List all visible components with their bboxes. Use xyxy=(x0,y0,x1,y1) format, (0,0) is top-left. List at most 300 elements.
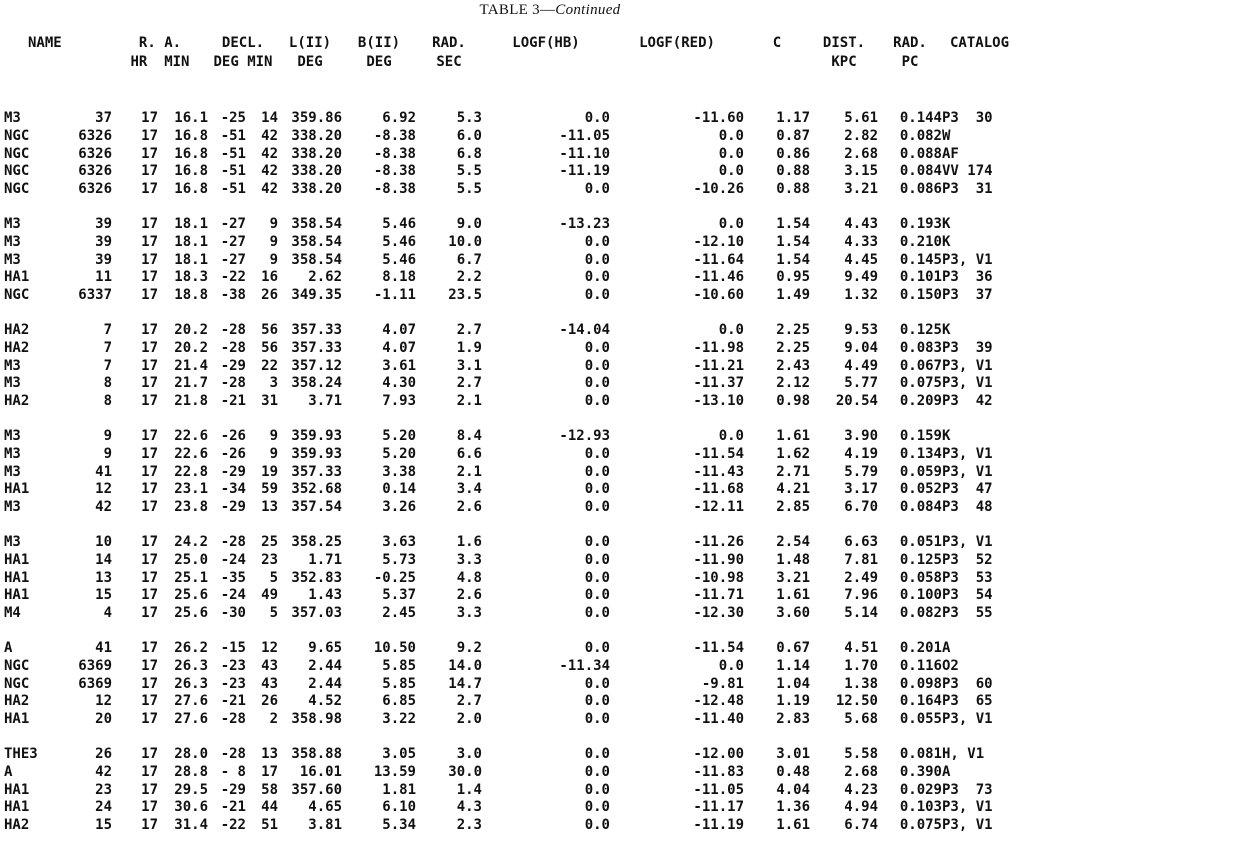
cell-rad: 6.6 xyxy=(456,445,482,462)
col-header-dist: DIST. KPC xyxy=(822,35,866,70)
cell-decmin: 42 xyxy=(261,145,278,162)
cell-c: 1.48 xyxy=(776,551,810,568)
cell-min: 23.1 xyxy=(174,481,208,498)
cell-hr: 17 xyxy=(141,481,158,498)
cell-dist: 3.90 xyxy=(844,427,878,444)
cell-num: 15 xyxy=(95,817,112,834)
cell-b: 5.37 xyxy=(382,587,416,604)
cell-radpc: 0.100 xyxy=(899,587,942,604)
cell-l: 358.25 xyxy=(291,533,342,550)
table-row xyxy=(4,428,1132,446)
cell-name: M3 xyxy=(4,533,21,550)
caption-continued: Continued xyxy=(555,2,621,18)
cell-c: 1.14 xyxy=(776,657,810,674)
cell-decdeg: -28 xyxy=(220,533,246,550)
cell-num: 26 xyxy=(95,745,112,762)
cell-l: 357.33 xyxy=(291,463,342,480)
cell-rad: 14.7 xyxy=(448,675,482,692)
cell-c: 3.01 xyxy=(776,745,810,762)
cell-radpc: 0.103 xyxy=(899,799,942,816)
cell-cat: P3, V1 xyxy=(942,711,993,728)
cell-hr: 17 xyxy=(141,569,158,586)
cell-num: 9 xyxy=(103,445,112,462)
cell-name: NGC xyxy=(4,145,30,162)
cell-rad: 9.2 xyxy=(456,639,482,656)
cell-hr: 17 xyxy=(141,639,158,656)
cell-num: 7 xyxy=(103,357,112,374)
cell-decmin: 19 xyxy=(261,463,278,480)
cell-b: 10.50 xyxy=(373,639,416,656)
cell-num: 24 xyxy=(95,799,112,816)
cell-red: -12.00 xyxy=(693,745,744,762)
cell-name: HA2 xyxy=(4,393,30,410)
cell-cat: P3 31 xyxy=(942,181,993,198)
cell-name: M3 xyxy=(4,445,21,462)
cell-decmin: 42 xyxy=(261,181,278,198)
cell-dist: 4.51 xyxy=(844,639,878,656)
cell-b: 6.92 xyxy=(382,110,416,126)
cell-l: 4.52 xyxy=(308,693,342,710)
cell-num: 9 xyxy=(103,427,112,444)
cell-name: THE3 xyxy=(4,745,38,762)
cell-cat: P3 53 xyxy=(942,569,993,586)
cell-cat: W xyxy=(942,127,951,144)
cell-name: M3 xyxy=(4,499,21,516)
cell-rad: 2.1 xyxy=(456,463,482,480)
cell-hb: 0.0 xyxy=(584,551,610,568)
cell-cat: P3 36 xyxy=(942,269,993,286)
cell-c: 0.86 xyxy=(776,145,810,162)
cell-name: M3 xyxy=(4,357,21,374)
cell-name: M3 xyxy=(4,375,21,392)
cell-decmin: 16 xyxy=(261,269,278,286)
cell-num: 11 xyxy=(95,269,112,286)
cell-rad: 3.0 xyxy=(456,745,482,762)
cell-min: 16.8 xyxy=(174,127,208,144)
cell-min: 26.2 xyxy=(174,639,208,656)
cell-b: -8.38 xyxy=(373,181,416,198)
cell-b: 5.20 xyxy=(382,427,416,444)
cell-min: 26.3 xyxy=(174,675,208,692)
cell-min: 24.2 xyxy=(174,533,208,550)
cell-c: 1.19 xyxy=(776,693,810,710)
table-row xyxy=(4,499,1132,517)
cell-num: 6369 xyxy=(78,675,112,692)
cell-hb: -12.93 xyxy=(559,427,610,444)
cell-red: -11.98 xyxy=(693,339,744,356)
cell-l: 359.93 xyxy=(291,445,342,462)
cell-radpc: 0.059 xyxy=(899,463,942,480)
cell-b: 7.93 xyxy=(382,393,416,410)
cell-hr: 17 xyxy=(141,499,158,516)
table-row xyxy=(4,587,1132,605)
cell-b: 0.14 xyxy=(382,481,416,498)
cell-hr: 17 xyxy=(141,763,158,780)
cell-name: M3 xyxy=(4,233,21,250)
cell-rad: 2.7 xyxy=(456,693,482,710)
cell-red: -11.60 xyxy=(693,110,744,126)
cell-c: 1.04 xyxy=(776,675,810,692)
cell-min: 29.5 xyxy=(174,781,208,798)
cell-red: -11.46 xyxy=(693,269,744,286)
cell-rad: 2.0 xyxy=(456,711,482,728)
cell-hr: 17 xyxy=(141,533,158,550)
cell-rad: 1.6 xyxy=(456,533,482,550)
cell-min: 16.8 xyxy=(174,181,208,198)
cell-decmin: 49 xyxy=(261,587,278,604)
cell-decdeg: -51 xyxy=(220,181,246,198)
cell-red: -11.19 xyxy=(693,817,744,834)
cell-decdeg: -30 xyxy=(220,605,246,622)
cell-red: -10.60 xyxy=(693,287,744,304)
cell-cat: P3 54 xyxy=(942,587,993,604)
cell-decmin: 2 xyxy=(269,711,278,728)
cell-decmin: 59 xyxy=(261,481,278,498)
cell-decdeg: -23 xyxy=(220,675,246,692)
cell-decdeg: -27 xyxy=(220,251,246,268)
cell-l: 358.54 xyxy=(291,251,342,268)
cell-decdeg: - 8 xyxy=(220,763,246,780)
cell-c: 4.21 xyxy=(776,481,810,498)
cell-l: 357.60 xyxy=(291,781,342,798)
cell-decdeg: -34 xyxy=(220,481,246,498)
cell-rad: 9.0 xyxy=(456,215,482,232)
cell-rad: 2.7 xyxy=(456,375,482,392)
cell-b: 3.26 xyxy=(382,499,416,516)
cell-hb: 0.0 xyxy=(584,781,610,798)
cell-cat: A xyxy=(942,639,951,656)
cell-b: -1.11 xyxy=(373,287,416,304)
cell-cat: K xyxy=(942,233,951,250)
cell-dist: 5.58 xyxy=(844,745,878,762)
cell-radpc: 0.201 xyxy=(899,639,942,656)
cell-c: 1.36 xyxy=(776,799,810,816)
cell-radpc: 0.084 xyxy=(899,163,942,180)
col-header-name: NAME xyxy=(28,35,62,51)
col-header-decl: DECL. DEG MIN xyxy=(213,35,273,70)
table-row xyxy=(4,358,1132,376)
col-header-logf-hb: LOGF(HB) xyxy=(512,35,580,51)
cell-dist: 9.04 xyxy=(844,339,878,356)
cell-cat: P3, V1 xyxy=(942,445,993,462)
cell-radpc: 0.210 xyxy=(899,233,942,250)
cell-rad: 5.5 xyxy=(456,163,482,180)
table-row xyxy=(4,534,1132,552)
cell-hb: 0.0 xyxy=(584,181,610,198)
cell-decmin: 26 xyxy=(261,287,278,304)
table-row xyxy=(4,393,1132,411)
cell-dist: 3.21 xyxy=(844,181,878,198)
cell-dist: 6.63 xyxy=(844,533,878,550)
cell-radpc: 0.083 xyxy=(899,339,942,356)
cell-rad: 3.1 xyxy=(456,357,482,374)
cell-b: 5.85 xyxy=(382,675,416,692)
cell-min: 21.7 xyxy=(174,375,208,392)
cell-red: -12.48 xyxy=(693,693,744,710)
cell-red: -11.83 xyxy=(693,763,744,780)
cell-min: 18.1 xyxy=(174,233,208,250)
cell-cat: P3, V1 xyxy=(942,251,993,268)
cell-hr: 17 xyxy=(141,163,158,180)
cell-c: 0.98 xyxy=(776,393,810,410)
cell-min: 25.0 xyxy=(174,551,208,568)
table-row xyxy=(4,181,1132,199)
cell-hb: 0.0 xyxy=(584,357,610,374)
cell-name: HA2 xyxy=(4,321,30,338)
cell-b: 13.59 xyxy=(373,763,416,780)
cell-decmin: 56 xyxy=(261,321,278,338)
cell-rad: 1.4 xyxy=(456,781,482,798)
cell-min: 16.8 xyxy=(174,145,208,162)
cell-dist: 7.81 xyxy=(844,551,878,568)
group-spacer xyxy=(4,199,1132,216)
cell-hb: -11.19 xyxy=(559,163,610,180)
cell-rad: 6.0 xyxy=(456,127,482,144)
cell-c: 1.49 xyxy=(776,287,810,304)
cell-b: 4.30 xyxy=(382,375,416,392)
col-header-rad-pc: RAD. PC xyxy=(893,35,927,70)
cell-hb: -11.10 xyxy=(559,145,610,162)
cell-radpc: 0.082 xyxy=(899,127,942,144)
cell-b: 3.05 xyxy=(382,745,416,762)
cell-red: -11.21 xyxy=(693,357,744,374)
cell-b: 3.63 xyxy=(382,533,416,550)
cell-rad: 3.4 xyxy=(456,481,482,498)
cell-red: 0.0 xyxy=(718,427,744,444)
cell-hr: 17 xyxy=(141,463,158,480)
cell-l: 357.03 xyxy=(291,605,342,622)
cell-min: 22.6 xyxy=(174,427,208,444)
cell-num: 7 xyxy=(103,321,112,338)
cell-red: -12.30 xyxy=(693,605,744,622)
cell-decmin: 44 xyxy=(261,799,278,816)
cell-dist: 3.17 xyxy=(844,481,878,498)
cell-num: 39 xyxy=(95,215,112,232)
cell-cat: P3, V1 xyxy=(942,817,993,834)
cell-red: 0.0 xyxy=(718,657,744,674)
table-row xyxy=(4,464,1132,482)
cell-decdeg: -28 xyxy=(220,375,246,392)
cell-cat: P3, V1 xyxy=(942,357,993,374)
cell-hr: 17 xyxy=(141,427,158,444)
cell-radpc: 0.125 xyxy=(899,321,942,338)
cell-dist: 20.54 xyxy=(835,393,878,410)
col-header-logf-red: LOGF(RED) xyxy=(639,35,715,51)
cell-dist: 5.14 xyxy=(844,605,878,622)
col-header-c: C xyxy=(772,35,782,51)
cell-hb: -11.05 xyxy=(559,127,610,144)
cell-num: 41 xyxy=(95,463,112,480)
cell-name: NGC xyxy=(4,163,30,180)
cell-cat: P3 73 xyxy=(942,781,993,798)
cell-dist: 3.15 xyxy=(844,163,878,180)
cell-hb: 0.0 xyxy=(584,445,610,462)
cell-decmin: 31 xyxy=(261,393,278,410)
cell-hr: 17 xyxy=(141,357,158,374)
cell-hr: 17 xyxy=(141,711,158,728)
cell-b: 3.38 xyxy=(382,463,416,480)
cell-min: 20.2 xyxy=(174,339,208,356)
cell-dist: 4.19 xyxy=(844,445,878,462)
cell-cat: VV 174 xyxy=(942,163,993,180)
col-header-b2: B(II) DEG xyxy=(357,35,401,70)
cell-decdeg: -26 xyxy=(220,427,246,444)
col-header-ra: R. A. HR MIN xyxy=(130,35,190,70)
cell-min: 21.8 xyxy=(174,393,208,410)
cell-hr: 17 xyxy=(141,693,158,710)
cell-c: 1.54 xyxy=(776,215,810,232)
cell-hr: 17 xyxy=(141,145,158,162)
cell-num: 41 xyxy=(95,639,112,656)
cell-cat: K xyxy=(942,427,951,444)
cell-c: 1.61 xyxy=(776,587,810,604)
cell-decdeg: -21 xyxy=(220,693,246,710)
cell-l: 357.12 xyxy=(291,357,342,374)
cell-name: NGC xyxy=(4,657,30,674)
cell-decmin: 51 xyxy=(261,817,278,834)
cell-b: 5.34 xyxy=(382,817,416,834)
cell-min: 18.8 xyxy=(174,287,208,304)
table-row xyxy=(4,693,1132,711)
cell-decmin: 56 xyxy=(261,339,278,356)
cell-red: -11.26 xyxy=(693,533,744,550)
cell-red: 0.0 xyxy=(718,215,744,232)
cell-radpc: 0.144 xyxy=(899,110,942,126)
cell-c: 1.61 xyxy=(776,427,810,444)
cell-b: 4.07 xyxy=(382,339,416,356)
cell-rad: 2.6 xyxy=(456,587,482,604)
cell-min: 18.1 xyxy=(174,215,208,232)
cell-red: -11.54 xyxy=(693,445,744,462)
cell-hb: 0.0 xyxy=(584,711,610,728)
cell-l: 359.86 xyxy=(291,110,342,126)
cell-name: HA1 xyxy=(4,569,30,586)
cell-c: 2.25 xyxy=(776,321,810,338)
cell-rad: 4.8 xyxy=(456,569,482,586)
group-spacer xyxy=(4,305,1132,322)
cell-decdeg: -22 xyxy=(220,269,246,286)
cell-decmin: 9 xyxy=(269,445,278,462)
cell-num: 12 xyxy=(95,481,112,498)
cell-name: HA1 xyxy=(4,269,30,286)
cell-cat: P3 55 xyxy=(942,605,993,622)
cell-l: 359.93 xyxy=(291,427,342,444)
cell-l: 1.43 xyxy=(308,587,342,604)
cell-decdeg: -35 xyxy=(220,569,246,586)
cell-red: -12.11 xyxy=(693,499,744,516)
cell-rad: 2.1 xyxy=(456,393,482,410)
cell-name: HA2 xyxy=(4,693,30,710)
cell-rad: 23.5 xyxy=(448,287,482,304)
cell-dist: 9.49 xyxy=(844,269,878,286)
cell-hb: 0.0 xyxy=(584,533,610,550)
cell-min: 21.4 xyxy=(174,357,208,374)
cell-name: HA1 xyxy=(4,481,30,498)
table-row xyxy=(4,234,1132,252)
cell-num: 37 xyxy=(95,110,112,126)
cell-min: 18.3 xyxy=(174,269,208,286)
cell-hr: 17 xyxy=(141,339,158,356)
cell-hb: 0.0 xyxy=(584,639,610,656)
cell-dist: 5.79 xyxy=(844,463,878,480)
table-row xyxy=(4,764,1132,782)
cell-c: 0.95 xyxy=(776,269,810,286)
cell-dist: 4.49 xyxy=(844,357,878,374)
cell-rad: 3.3 xyxy=(456,551,482,568)
cell-hr: 17 xyxy=(141,127,158,144)
table-row xyxy=(4,605,1132,623)
cell-l: 1.71 xyxy=(308,551,342,568)
cell-cat: P3 47 xyxy=(942,481,993,498)
cell-dist: 4.94 xyxy=(844,799,878,816)
cell-radpc: 0.193 xyxy=(899,215,942,232)
cell-radpc: 0.084 xyxy=(899,499,942,516)
cell-b: 5.20 xyxy=(382,445,416,462)
cell-c: 3.60 xyxy=(776,605,810,622)
cell-l: 338.20 xyxy=(291,163,342,180)
cell-c: 0.67 xyxy=(776,639,810,656)
cell-name: NGC xyxy=(4,181,30,198)
cell-min: 20.2 xyxy=(174,321,208,338)
cell-cat: P3 60 xyxy=(942,675,993,692)
cell-red: -12.10 xyxy=(693,233,744,250)
table-row xyxy=(4,746,1132,764)
cell-rad: 6.8 xyxy=(456,145,482,162)
cell-dist: 1.32 xyxy=(844,287,878,304)
cell-min: 22.6 xyxy=(174,445,208,462)
cell-name: HA2 xyxy=(4,339,30,356)
cell-rad: 3.3 xyxy=(456,605,482,622)
cell-b: 5.46 xyxy=(382,215,416,232)
cell-red: -11.54 xyxy=(693,639,744,656)
cell-decmin: 3 xyxy=(269,375,278,392)
cell-b: 3.22 xyxy=(382,711,416,728)
cell-c: 2.12 xyxy=(776,375,810,392)
cell-hr: 17 xyxy=(141,657,158,674)
cell-decmin: 5 xyxy=(269,605,278,622)
cell-name: HA1 xyxy=(4,551,30,568)
cell-decdeg: -15 xyxy=(220,639,246,656)
cell-dist: 9.53 xyxy=(844,321,878,338)
table-row xyxy=(4,146,1132,164)
cell-min: 25.6 xyxy=(174,587,208,604)
cell-l: 338.20 xyxy=(291,127,342,144)
cell-cat: P3 39 xyxy=(942,339,993,356)
cell-decdeg: -29 xyxy=(220,357,246,374)
table-row xyxy=(4,110,1132,128)
cell-l: 357.33 xyxy=(291,339,342,356)
cell-c: 0.88 xyxy=(776,163,810,180)
cell-decmin: 9 xyxy=(269,251,278,268)
cell-dist: 4.45 xyxy=(844,251,878,268)
table-row xyxy=(4,570,1132,588)
cell-num: 6369 xyxy=(78,657,112,674)
cell-name: M3 xyxy=(4,427,21,444)
cell-name: A xyxy=(4,639,13,656)
cell-num: 4 xyxy=(103,605,112,622)
cell-b: 6.85 xyxy=(382,693,416,710)
cell-radpc: 0.101 xyxy=(899,269,942,286)
cell-name: NGC xyxy=(4,127,30,144)
cell-decdeg: -27 xyxy=(220,233,246,250)
cell-b: 5.73 xyxy=(382,551,416,568)
cell-dist: 4.33 xyxy=(844,233,878,250)
table-row xyxy=(4,340,1132,358)
cell-b: 6.10 xyxy=(382,799,416,816)
table-row xyxy=(4,817,1132,835)
table-caption xyxy=(0,2,1100,19)
cell-red: 0.0 xyxy=(718,127,744,144)
